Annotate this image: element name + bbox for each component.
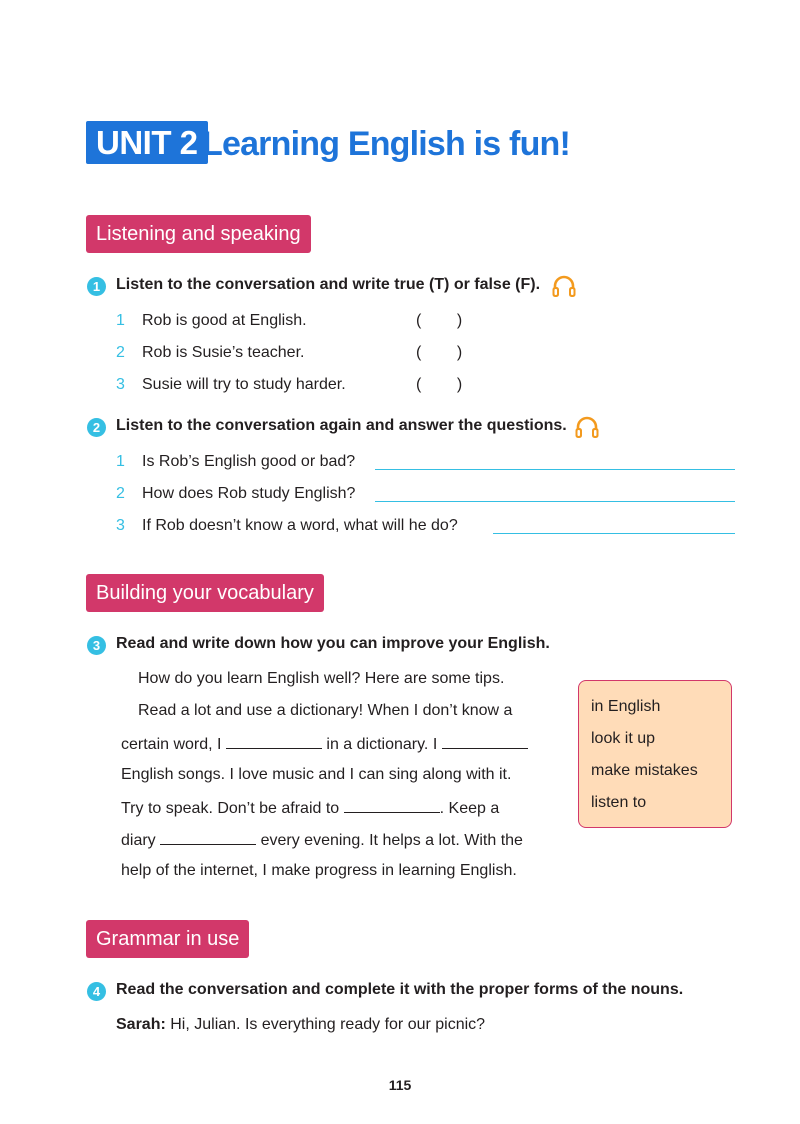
word-box-item: in English [591, 698, 661, 715]
fill-in-blank[interactable] [226, 734, 322, 749]
headphones-icon[interactable] [574, 415, 600, 439]
fill-in-blank[interactable] [442, 734, 528, 749]
answer-line[interactable] [375, 469, 735, 470]
task-1-instruction: Listen to the conversation and write true (T) or false (F). [116, 276, 541, 293]
task-2-item-number: 1 [116, 453, 125, 470]
passage-line [121, 830, 523, 850]
dialogue-text: Hi, Julian. Is everything ready for our picnic? [170, 1016, 486, 1033]
dialogue-line [116, 1016, 485, 1034]
passage-line: help of the internet, I make progress in learning English. [121, 862, 517, 879]
unit-badge: UNIT 2 [86, 121, 208, 164]
section-building-vocabulary: Building your vocabulary [86, 574, 324, 612]
task-1-item-number: 2 [116, 344, 125, 361]
task-2-item-number: 3 [116, 517, 125, 534]
passage-line: English songs. I love music and I can sing along with it. [121, 766, 512, 783]
passage-line: How do you learn English well? Here are some tips. [138, 670, 505, 687]
answer-line[interactable] [375, 501, 735, 502]
page-number: 115 [388, 1077, 412, 1093]
unit-title: Learning English is fun! [202, 125, 571, 163]
task-4-number: 4 [87, 982, 106, 1001]
section-grammar-in-use: Grammar in use [86, 920, 249, 958]
word-box-item: make mistakes [591, 762, 698, 779]
passage-line [121, 798, 499, 818]
true-false-blank[interactable]: ( ) [416, 312, 463, 329]
section-listening-speaking: Listening and speaking [86, 215, 311, 253]
task-2-item-text: How does Rob study English? [142, 485, 356, 502]
passage-line: Read a lot and use a dictionary! When I don’t know a [138, 702, 513, 719]
task-4-instruction: Read the conversation and complete it with the proper forms of the nouns. [116, 981, 684, 998]
passage-text: . Keep a [439, 800, 500, 817]
fill-in-blank[interactable] [344, 798, 440, 813]
task-2-item-text: If Rob doesn’t know a word, what will he do? [142, 517, 458, 534]
passage-text: certain word, I [121, 736, 222, 753]
task-1-number: 1 [87, 277, 106, 296]
task-2-item-number: 2 [116, 485, 125, 502]
task-3-instruction: Read and write down how you can improve your English. [116, 635, 550, 652]
passage-text: in a dictionary. I [326, 736, 438, 753]
task-1-item-text: Susie will try to study harder. [142, 376, 346, 393]
task-2-item-text: Is Rob’s English good or bad? [142, 453, 356, 470]
task-1-item-text: Rob is Susie’s teacher. [142, 344, 305, 361]
passage-line [121, 734, 528, 754]
answer-line[interactable] [493, 533, 735, 534]
true-false-blank[interactable]: ( ) [416, 376, 463, 393]
task-1-item-number: 1 [116, 312, 125, 329]
word-box-item: listen to [591, 794, 647, 811]
task-2-instruction: Listen to the conversation again and answer the questions. [116, 417, 567, 434]
speaker-name: Sarah: [116, 1016, 166, 1033]
headphones-icon[interactable] [551, 274, 577, 298]
word-box-item: look it up [591, 730, 656, 747]
true-false-blank[interactable]: ( ) [416, 344, 463, 361]
task-3-number: 3 [87, 636, 106, 655]
passage-text: every evening. It helps a lot. With the [260, 832, 523, 849]
task-2-number: 2 [87, 418, 106, 437]
passage-text: diary [121, 832, 156, 849]
fill-in-blank[interactable] [160, 830, 256, 845]
passage-text: Try to speak. Don’t be afraid to [121, 800, 340, 817]
task-1-item-text: Rob is good at English. [142, 312, 307, 329]
task-1-item-number: 3 [116, 376, 125, 393]
